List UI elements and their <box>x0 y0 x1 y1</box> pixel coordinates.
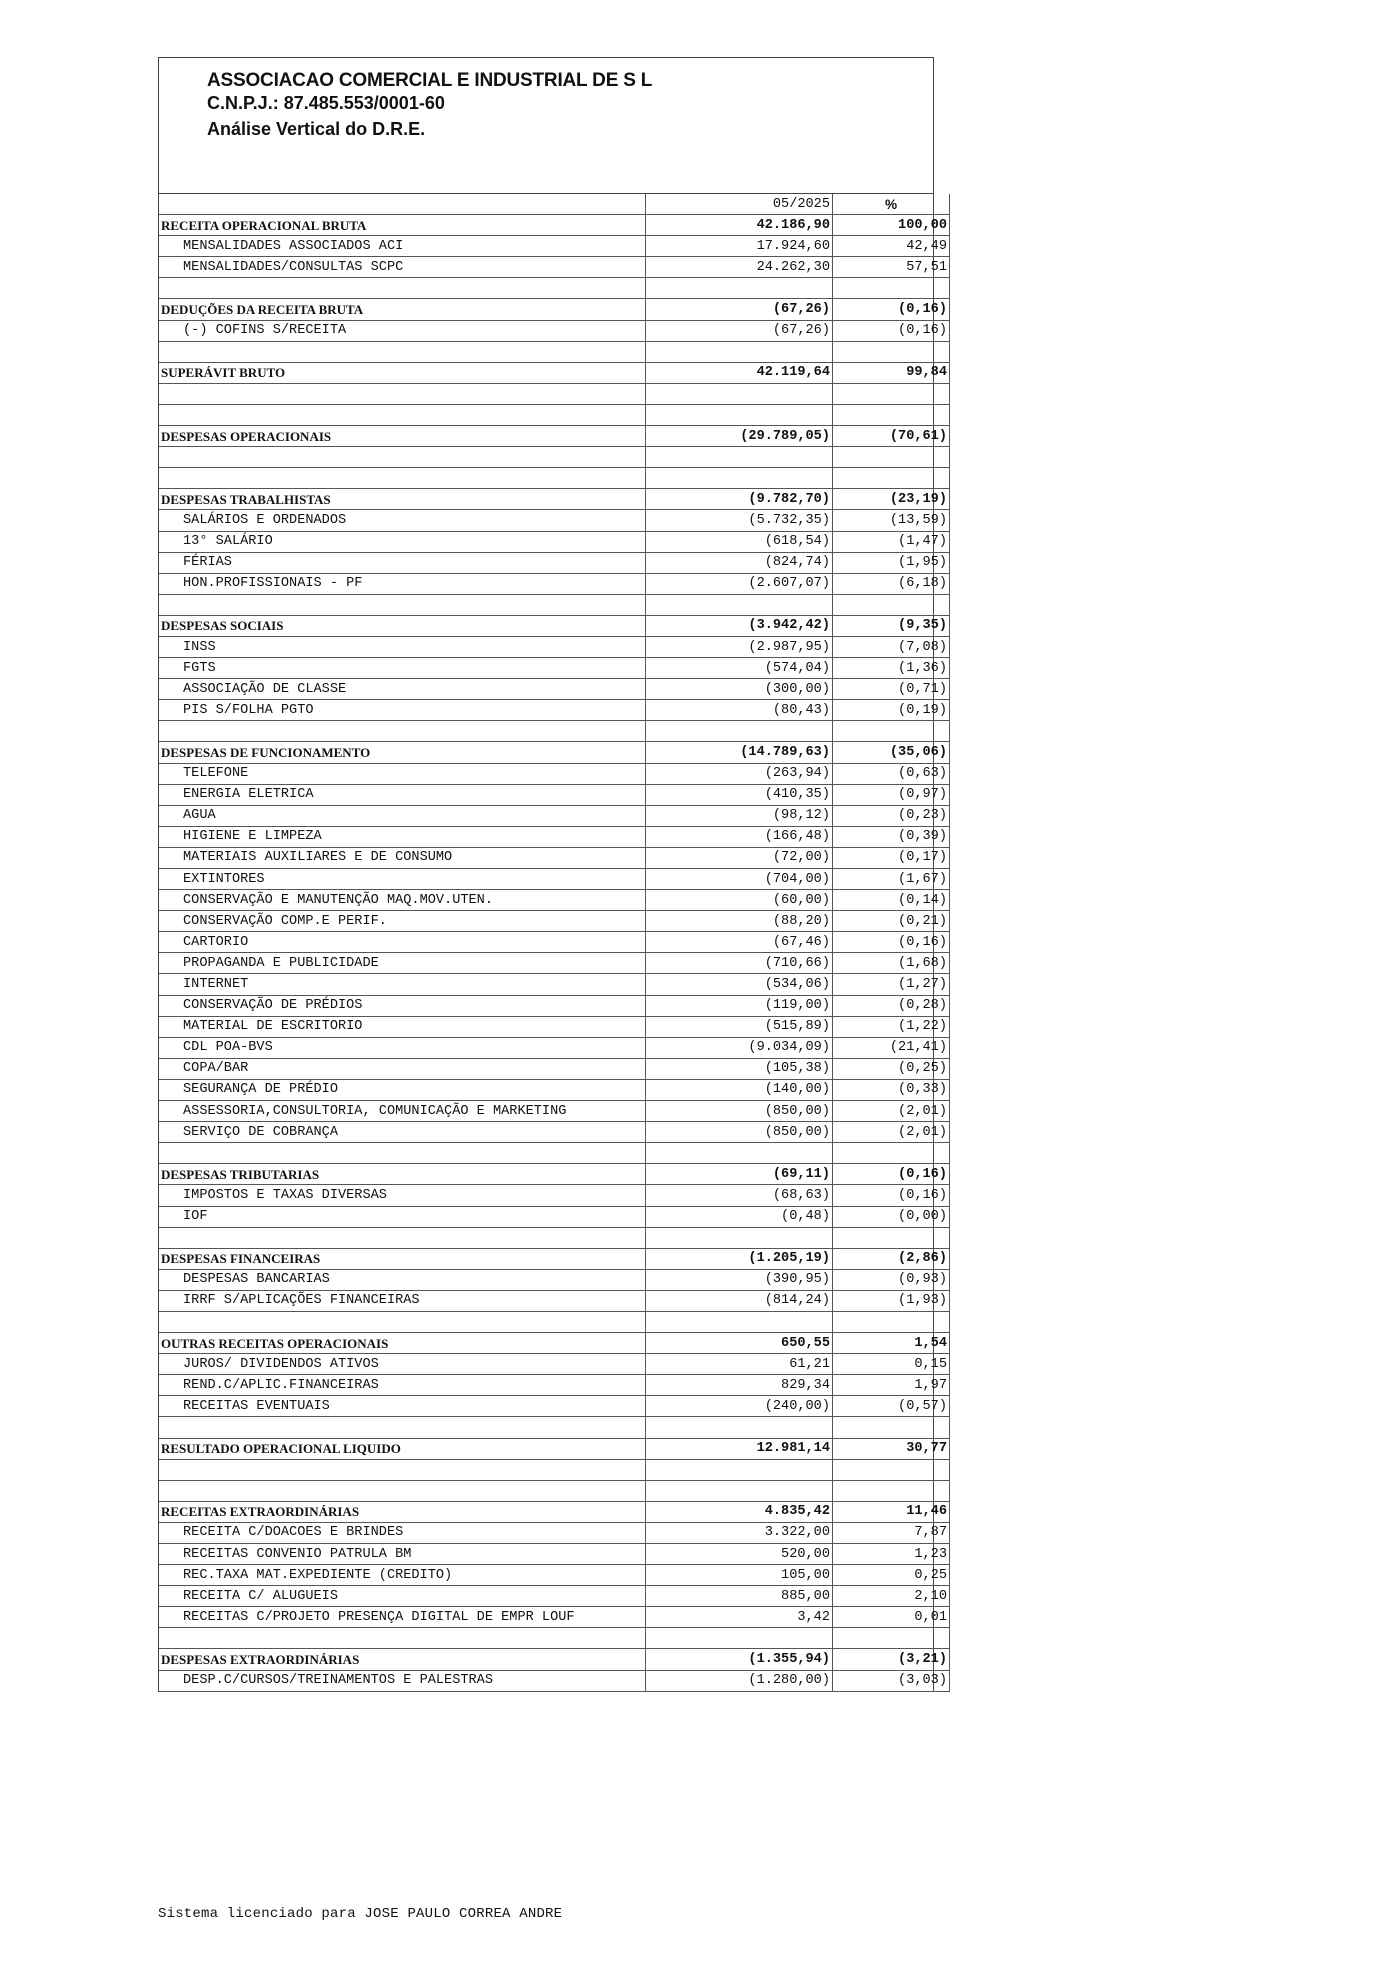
table-row <box>159 1016 950 1037</box>
table-row <box>159 953 950 974</box>
section-row <box>159 299 950 320</box>
row-value: (1.355,94) <box>646 1649 833 1670</box>
document-header <box>159 58 933 194</box>
table-row <box>159 320 950 341</box>
row-percent <box>833 1628 950 1649</box>
row-label: REND.C/APLIC.FINANCEIRAS <box>159 1375 646 1396</box>
row-value: (390,95) <box>646 1269 833 1290</box>
table-row <box>159 763 950 784</box>
row-value: (67,46) <box>646 932 833 953</box>
section-row <box>159 742 950 763</box>
row-value <box>646 1459 833 1480</box>
row-label: HON.PROFISSIONAIS - PF <box>159 573 646 594</box>
row-value: (3.942,42) <box>646 615 833 636</box>
table-row <box>159 700 950 721</box>
row-value <box>646 404 833 425</box>
row-percent: 42,49 <box>833 236 950 257</box>
row-value <box>646 383 833 404</box>
row-percent: (1,22) <box>833 1016 950 1037</box>
row-percent: (0,39) <box>833 826 950 847</box>
row-label: CONSERVAÇÃO COMP.E PERIF. <box>159 911 646 932</box>
row-label: HIGIENE E LIMPEZA <box>159 826 646 847</box>
license-footer: Sistema licenciado para JOSE PAULO CORREA ANDRE <box>158 1906 563 1922</box>
table-row <box>159 510 950 531</box>
row-value: 885,00 <box>646 1586 833 1607</box>
row-label: RECEITA C/ ALUGUEIS <box>159 1586 646 1607</box>
row-value: (69,11) <box>646 1164 833 1185</box>
row-value: (80,43) <box>646 700 833 721</box>
row-label: DESPESAS OPERACIONAIS <box>159 426 646 447</box>
row-label: MATERIAL DE ESCRITORIO <box>159 1016 646 1037</box>
table-row <box>159 531 950 552</box>
row-label <box>159 1459 646 1480</box>
row-percent: (0,17) <box>833 847 950 868</box>
row-value: 829,34 <box>646 1375 833 1396</box>
row-value: (29.789,05) <box>646 426 833 447</box>
table-row <box>159 932 950 953</box>
table-row <box>159 890 950 911</box>
row-percent: (7,08) <box>833 636 950 657</box>
table-row <box>159 658 950 679</box>
row-label: PIS S/FOLHA PGTO <box>159 700 646 721</box>
dre-table <box>159 194 950 1692</box>
row-value: 105,00 <box>646 1565 833 1586</box>
table-row <box>159 1522 950 1543</box>
row-percent <box>833 341 950 362</box>
row-percent: (9,35) <box>833 615 950 636</box>
row-value: (60,00) <box>646 890 833 911</box>
row-label: INTERNET <box>159 974 646 995</box>
column-header-row <box>159 194 950 215</box>
row-label: RECEITAS CONVENIO PATRULA BM <box>159 1544 646 1565</box>
row-percent: (0,97) <box>833 784 950 805</box>
row-percent: 99,84 <box>833 362 950 383</box>
row-percent: (1,68) <box>833 953 950 974</box>
row-percent: 1,54 <box>833 1333 950 1354</box>
row-value <box>646 1480 833 1501</box>
table-row <box>159 1122 950 1143</box>
table-row <box>159 1607 950 1628</box>
row-label: 13° SALÁRIO <box>159 531 646 552</box>
row-value: (824,74) <box>646 552 833 573</box>
row-percent <box>833 1143 950 1164</box>
dre-document <box>158 57 947 1692</box>
row-value: 42.186,90 <box>646 215 833 236</box>
row-value: 520,00 <box>646 1544 833 1565</box>
row-value: (14.789,63) <box>646 742 833 763</box>
table-row <box>159 1101 950 1122</box>
column-header-percent: % <box>833 194 950 215</box>
section-row <box>159 1501 950 1522</box>
row-percent <box>833 1417 950 1438</box>
row-percent: (35,06) <box>833 742 950 763</box>
row-label <box>159 1143 646 1164</box>
row-percent: (1,27) <box>833 974 950 995</box>
row-value: 3,42 <box>646 1607 833 1628</box>
row-percent: (0,00) <box>833 1206 950 1227</box>
row-value: (0,48) <box>646 1206 833 1227</box>
row-percent: 11,46 <box>833 1501 950 1522</box>
row-label: ASSOCIAÇÃO DE CLASSE <box>159 679 646 700</box>
row-value: (300,00) <box>646 679 833 700</box>
row-percent: 0,15 <box>833 1354 950 1375</box>
row-percent: (1,36) <box>833 658 950 679</box>
table-row <box>159 911 950 932</box>
table-row <box>159 974 950 995</box>
blank-row <box>159 1143 950 1164</box>
row-percent <box>833 594 950 615</box>
row-percent <box>833 1227 950 1248</box>
company-name: ASSOCIACAO COMERCIAL E INDUSTRIAL DE S L <box>207 70 653 91</box>
row-percent: (0,71) <box>833 679 950 700</box>
row-value: (618,54) <box>646 531 833 552</box>
row-label <box>159 468 646 489</box>
row-percent <box>833 1480 950 1501</box>
row-label: IOF <box>159 1206 646 1227</box>
row-value: 4.835,42 <box>646 1501 833 1522</box>
row-label: DESPESAS DE FUNCIONAMENTO <box>159 742 646 763</box>
row-label: ENERGIA ELETRICA <box>159 784 646 805</box>
row-value <box>646 1311 833 1332</box>
row-value: (9.034,09) <box>646 1037 833 1058</box>
row-value <box>646 447 833 468</box>
table-row <box>159 1185 950 1206</box>
row-percent: 0,01 <box>833 1607 950 1628</box>
table-row <box>159 552 950 573</box>
row-label: FGTS <box>159 658 646 679</box>
report-title: Análise Vertical do D.R.E. <box>207 119 426 139</box>
row-label: DESP.C/CURSOS/TREINAMENTOS E PALESTRAS <box>159 1670 646 1691</box>
row-percent: (2,86) <box>833 1248 950 1269</box>
row-label: AGUA <box>159 805 646 826</box>
row-label: SUPERÁVIT BRUTO <box>159 362 646 383</box>
row-percent: (0,14) <box>833 890 950 911</box>
section-row <box>159 1333 950 1354</box>
cnpj: C.N.P.J.: 87.485.553/0001-60 <box>207 93 445 113</box>
row-label: EXTINTORES <box>159 869 646 890</box>
row-label: SERVIÇO DE COBRANÇA <box>159 1122 646 1143</box>
row-percent <box>833 721 950 742</box>
blank-row <box>159 404 950 425</box>
row-label <box>159 278 646 299</box>
blank-row <box>159 341 950 362</box>
row-label: CONSERVAÇÃO E MANUTENÇÃO MAQ.MOV.UTEN. <box>159 890 646 911</box>
blank-row <box>159 447 950 468</box>
row-percent: (0,16) <box>833 1185 950 1206</box>
row-label: DESPESAS EXTRAORDINÁRIAS <box>159 1649 646 1670</box>
row-label <box>159 404 646 425</box>
row-percent: (23,19) <box>833 489 950 510</box>
table-row <box>159 1586 950 1607</box>
row-percent: (0,16) <box>833 299 950 320</box>
row-percent: (1,47) <box>833 531 950 552</box>
row-percent: 7,87 <box>833 1522 950 1543</box>
table-row <box>159 805 950 826</box>
row-label <box>159 1480 646 1501</box>
table-row <box>159 869 950 890</box>
row-value: (166,48) <box>646 826 833 847</box>
row-value <box>646 1417 833 1438</box>
row-value: 42.119,64 <box>646 362 833 383</box>
table-row <box>159 1079 950 1100</box>
row-percent: (1,67) <box>833 869 950 890</box>
row-label: CONSERVAÇÃO DE PRÉDIOS <box>159 995 646 1016</box>
row-percent: (1,95) <box>833 552 950 573</box>
row-percent: (3,21) <box>833 1649 950 1670</box>
row-label: DESPESAS SOCIAIS <box>159 615 646 636</box>
row-percent: (0,16) <box>833 320 950 341</box>
row-percent: (21,41) <box>833 1037 950 1058</box>
row-label: RESULTADO OPERACIONAL LIQUIDO <box>159 1438 646 1459</box>
row-percent: (0,23) <box>833 805 950 826</box>
row-percent: 57,51 <box>833 257 950 278</box>
row-label: MENSALIDADES ASSOCIADOS ACI <box>159 236 646 257</box>
row-label: REC.TAXA MAT.EXPEDIENTE (CREDITO) <box>159 1565 646 1586</box>
blank-row <box>159 1459 950 1480</box>
row-label: RECEITAS C/PROJETO PRESENÇA DIGITAL DE EMPR LOUF <box>159 1607 646 1628</box>
blank-row <box>159 594 950 615</box>
column-header-label <box>159 194 646 215</box>
row-percent <box>833 383 950 404</box>
row-value <box>646 341 833 362</box>
row-value: (1.280,00) <box>646 1670 833 1691</box>
row-percent <box>833 278 950 299</box>
table-row <box>159 826 950 847</box>
row-label: (-) COFINS S/RECEITA <box>159 320 646 341</box>
row-percent: 0,25 <box>833 1565 950 1586</box>
row-value: (263,94) <box>646 763 833 784</box>
row-label: OUTRAS RECEITAS OPERACIONAIS <box>159 1333 646 1354</box>
blank-row <box>159 468 950 489</box>
row-value: 12.981,14 <box>646 1438 833 1459</box>
row-percent: (0,57) <box>833 1396 950 1417</box>
row-value: (67,26) <box>646 320 833 341</box>
row-value: (72,00) <box>646 847 833 868</box>
row-percent: (2,01) <box>833 1101 950 1122</box>
table-row <box>159 636 950 657</box>
row-percent: (0,21) <box>833 911 950 932</box>
blank-row <box>159 1480 950 1501</box>
section-row <box>159 1649 950 1670</box>
blank-row <box>159 1628 950 1649</box>
section-row <box>159 215 950 236</box>
row-value: 17.924,60 <box>646 236 833 257</box>
row-label: IMPOSTOS E TAXAS DIVERSAS <box>159 1185 646 1206</box>
table-row <box>159 1375 950 1396</box>
row-value: (574,04) <box>646 658 833 679</box>
table-row <box>159 257 950 278</box>
row-value <box>646 594 833 615</box>
row-label: PROPAGANDA E PUBLICIDADE <box>159 953 646 974</box>
row-percent: (6,18) <box>833 573 950 594</box>
row-percent: (0,16) <box>833 932 950 953</box>
row-percent <box>833 1459 950 1480</box>
row-value: (9.782,70) <box>646 489 833 510</box>
table-row <box>159 847 950 868</box>
row-label <box>159 721 646 742</box>
table-row <box>159 1037 950 1058</box>
row-label: DESPESAS TRABALHISTAS <box>159 489 646 510</box>
row-percent: 30,77 <box>833 1438 950 1459</box>
row-value: (850,00) <box>646 1122 833 1143</box>
row-label <box>159 341 646 362</box>
row-percent: 2,10 <box>833 1586 950 1607</box>
row-label: FÉRIAS <box>159 552 646 573</box>
row-percent <box>833 447 950 468</box>
row-value: (140,00) <box>646 1079 833 1100</box>
row-percent: (1,93) <box>833 1290 950 1311</box>
row-percent <box>833 468 950 489</box>
row-value: (98,12) <box>646 805 833 826</box>
row-value: (2.987,95) <box>646 636 833 657</box>
row-label: MATERIAIS AUXILIARES E DE CONSUMO <box>159 847 646 868</box>
blank-row <box>159 278 950 299</box>
blank-row <box>159 721 950 742</box>
row-value: (704,00) <box>646 869 833 890</box>
table-row <box>159 1396 950 1417</box>
row-percent: (0,28) <box>833 995 950 1016</box>
table-row <box>159 573 950 594</box>
row-label: RECEITA C/DOACOES E BRINDES <box>159 1522 646 1543</box>
row-value: (534,06) <box>646 974 833 995</box>
row-percent: 1,97 <box>833 1375 950 1396</box>
row-value: 61,21 <box>646 1354 833 1375</box>
row-label: SALÁRIOS E ORDENADOS <box>159 510 646 531</box>
row-label: RECEITAS EVENTUAIS <box>159 1396 646 1417</box>
table-row <box>159 1206 950 1227</box>
table-row <box>159 1269 950 1290</box>
row-percent <box>833 1311 950 1332</box>
row-label <box>159 447 646 468</box>
table-row <box>159 995 950 1016</box>
row-percent: (0,33) <box>833 1079 950 1100</box>
table-row <box>159 1544 950 1565</box>
table-row <box>159 1290 950 1311</box>
row-label: DESPESAS FINANCEIRAS <box>159 1248 646 1269</box>
row-value: (814,24) <box>646 1290 833 1311</box>
row-label: INSS <box>159 636 646 657</box>
row-percent: (70,61) <box>833 426 950 447</box>
row-value <box>646 1143 833 1164</box>
row-label: RECEITA OPERACIONAL BRUTA <box>159 215 646 236</box>
row-value: 24.262,30 <box>646 257 833 278</box>
blank-row <box>159 1311 950 1332</box>
row-label <box>159 383 646 404</box>
row-percent: (2,01) <box>833 1122 950 1143</box>
table-row <box>159 784 950 805</box>
row-label <box>159 594 646 615</box>
row-percent: (0,63) <box>833 763 950 784</box>
row-percent: 100,00 <box>833 215 950 236</box>
row-label: TELEFONE <box>159 763 646 784</box>
row-percent: (3,03) <box>833 1670 950 1691</box>
row-label <box>159 1311 646 1332</box>
row-value: (710,66) <box>646 953 833 974</box>
blank-row <box>159 383 950 404</box>
row-percent: (0,93) <box>833 1269 950 1290</box>
row-value: (2.607,07) <box>646 573 833 594</box>
row-value: (515,89) <box>646 1016 833 1037</box>
row-value: 3.322,00 <box>646 1522 833 1543</box>
table-row <box>159 1354 950 1375</box>
row-value <box>646 468 833 489</box>
row-label: DESPESAS BANCARIAS <box>159 1269 646 1290</box>
row-value: (88,20) <box>646 911 833 932</box>
section-row <box>159 615 950 636</box>
row-label: CDL POA-BVS <box>159 1037 646 1058</box>
section-row <box>159 1248 950 1269</box>
row-label: IRRF S/APLICAÇÕES FINANCEIRAS <box>159 1290 646 1311</box>
row-label <box>159 1227 646 1248</box>
row-value: (119,00) <box>646 995 833 1016</box>
blank-row <box>159 1227 950 1248</box>
row-label: JUROS/ DIVIDENDOS ATIVOS <box>159 1354 646 1375</box>
row-value: 650,55 <box>646 1333 833 1354</box>
row-percent: (0,25) <box>833 1058 950 1079</box>
row-label <box>159 1417 646 1438</box>
table-row <box>159 1058 950 1079</box>
section-row <box>159 426 950 447</box>
row-percent <box>833 404 950 425</box>
row-value: (5.732,35) <box>646 510 833 531</box>
row-percent: (0,19) <box>833 700 950 721</box>
row-percent: (0,16) <box>833 1164 950 1185</box>
row-value <box>646 1628 833 1649</box>
row-value <box>646 278 833 299</box>
row-value: (67,26) <box>646 299 833 320</box>
row-label: COPA/BAR <box>159 1058 646 1079</box>
row-label <box>159 1628 646 1649</box>
row-label: CARTORIO <box>159 932 646 953</box>
row-label: DEDUÇÕES DA RECEITA BRUTA <box>159 299 646 320</box>
section-row <box>159 489 950 510</box>
row-label: MENSALIDADES/CONSULTAS SCPC <box>159 257 646 278</box>
row-value: (240,00) <box>646 1396 833 1417</box>
section-row <box>159 362 950 383</box>
row-value <box>646 1227 833 1248</box>
section-row <box>159 1438 950 1459</box>
row-percent: 1,23 <box>833 1544 950 1565</box>
row-label: DESPESAS TRIBUTARIAS <box>159 1164 646 1185</box>
row-value: (68,63) <box>646 1185 833 1206</box>
row-value: (1.205,19) <box>646 1248 833 1269</box>
row-label: RECEITAS EXTRAORDINÁRIAS <box>159 1501 646 1522</box>
column-header-period: 05/2025 <box>646 194 833 215</box>
blank-row <box>159 1417 950 1438</box>
row-value <box>646 721 833 742</box>
row-value: (410,35) <box>646 784 833 805</box>
section-row <box>159 1164 950 1185</box>
table-row <box>159 679 950 700</box>
row-label: SEGURANÇA DE PRÉDIO <box>159 1079 646 1100</box>
table-row <box>159 236 950 257</box>
table-row <box>159 1670 950 1691</box>
table-row <box>159 1565 950 1586</box>
row-percent: (13,59) <box>833 510 950 531</box>
row-label: ASSESSORIA,CONSULTORIA, COMUNICAÇÃO E MARKETING <box>159 1101 646 1122</box>
row-value: (850,00) <box>646 1101 833 1122</box>
row-value: (105,38) <box>646 1058 833 1079</box>
